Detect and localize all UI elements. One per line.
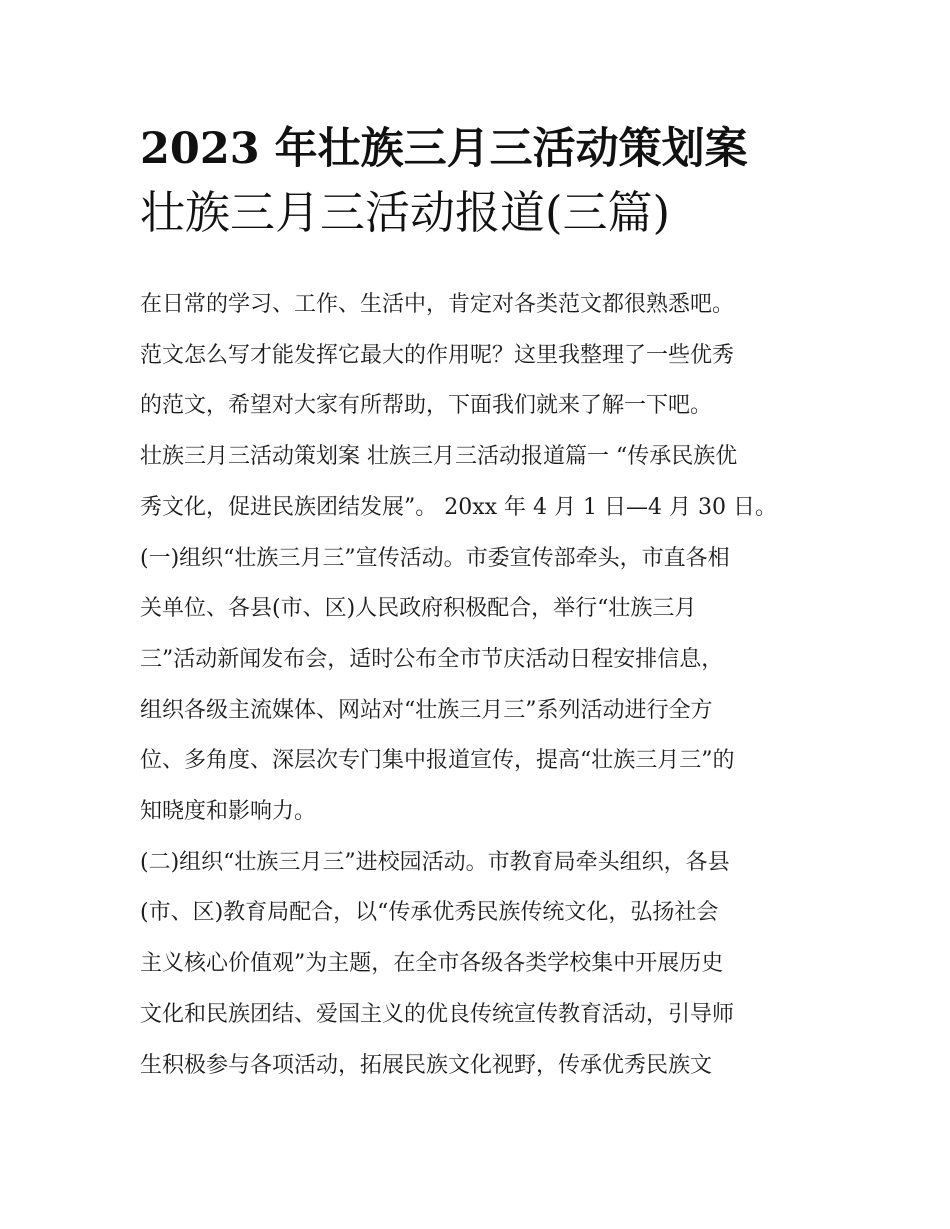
body-line: 范文怎么写才能发挥它最大的作用呢？这里我整理了一些优秀: [140, 342, 735, 368]
body-line: 三”活动新闻发布会，适时公布全市节庆活动日程安排信息，: [140, 646, 724, 672]
body-line: 文化和民族团结、爱国主义的优良传统宣传教育活动，引导师: [140, 1001, 735, 1027]
body-line: 位、多角度、深层次专门集中报道宣传，提高“壮族三月三”的: [140, 748, 735, 774]
title-line: 壮族三月三活动报道(三篇): [140, 186, 671, 239]
body-line: 秀文化，促进民族团结发展”。 20xx 年 4 月 1 日—4 月 30 日。: [140, 494, 777, 520]
body-line: 的范文，希望对大家有所帮助，下面我们就来了解一下吧。: [140, 393, 713, 419]
body-line: 主义核心价值观”为主题，在全市各级各类学校集中开展历史: [140, 951, 724, 977]
document-title: [140, 118, 830, 244]
body-line: 组织各级主流媒体、网站对“壮族三月三”系列活动进行全方: [140, 697, 713, 723]
body-line: (二)组织“壮族三月三”进校园活动。市教育局牵头组织，各县: [140, 849, 730, 875]
body-line: (一)组织“壮族三月三”宣传活动。市委宣传部牵头，市直各相: [140, 545, 730, 571]
body-line: 壮族三月三活动策划案 壮族三月三活动报道篇一 “传承民族优: [140, 444, 738, 470]
body-line: 关单位、各县(市、区)人民政府积极配合，举行“壮族三月: [140, 596, 697, 622]
title-line: 2023 年壮族三月三活动策划案: [140, 124, 748, 174]
document-body: [140, 280, 830, 1091]
body-line: 知晓度和影响力。: [140, 799, 317, 825]
body-line: 在日常的学习、工作、生活中，肯定对各类范文都很熟悉吧。: [140, 292, 735, 317]
body-line: (市、区)教育局配合，以“传承优秀民族传统文化，弘扬社会: [140, 900, 719, 926]
body-line: 生积极参与各项活动，拓展民族文化视野，传承优秀民族文: [140, 1052, 713, 1078]
